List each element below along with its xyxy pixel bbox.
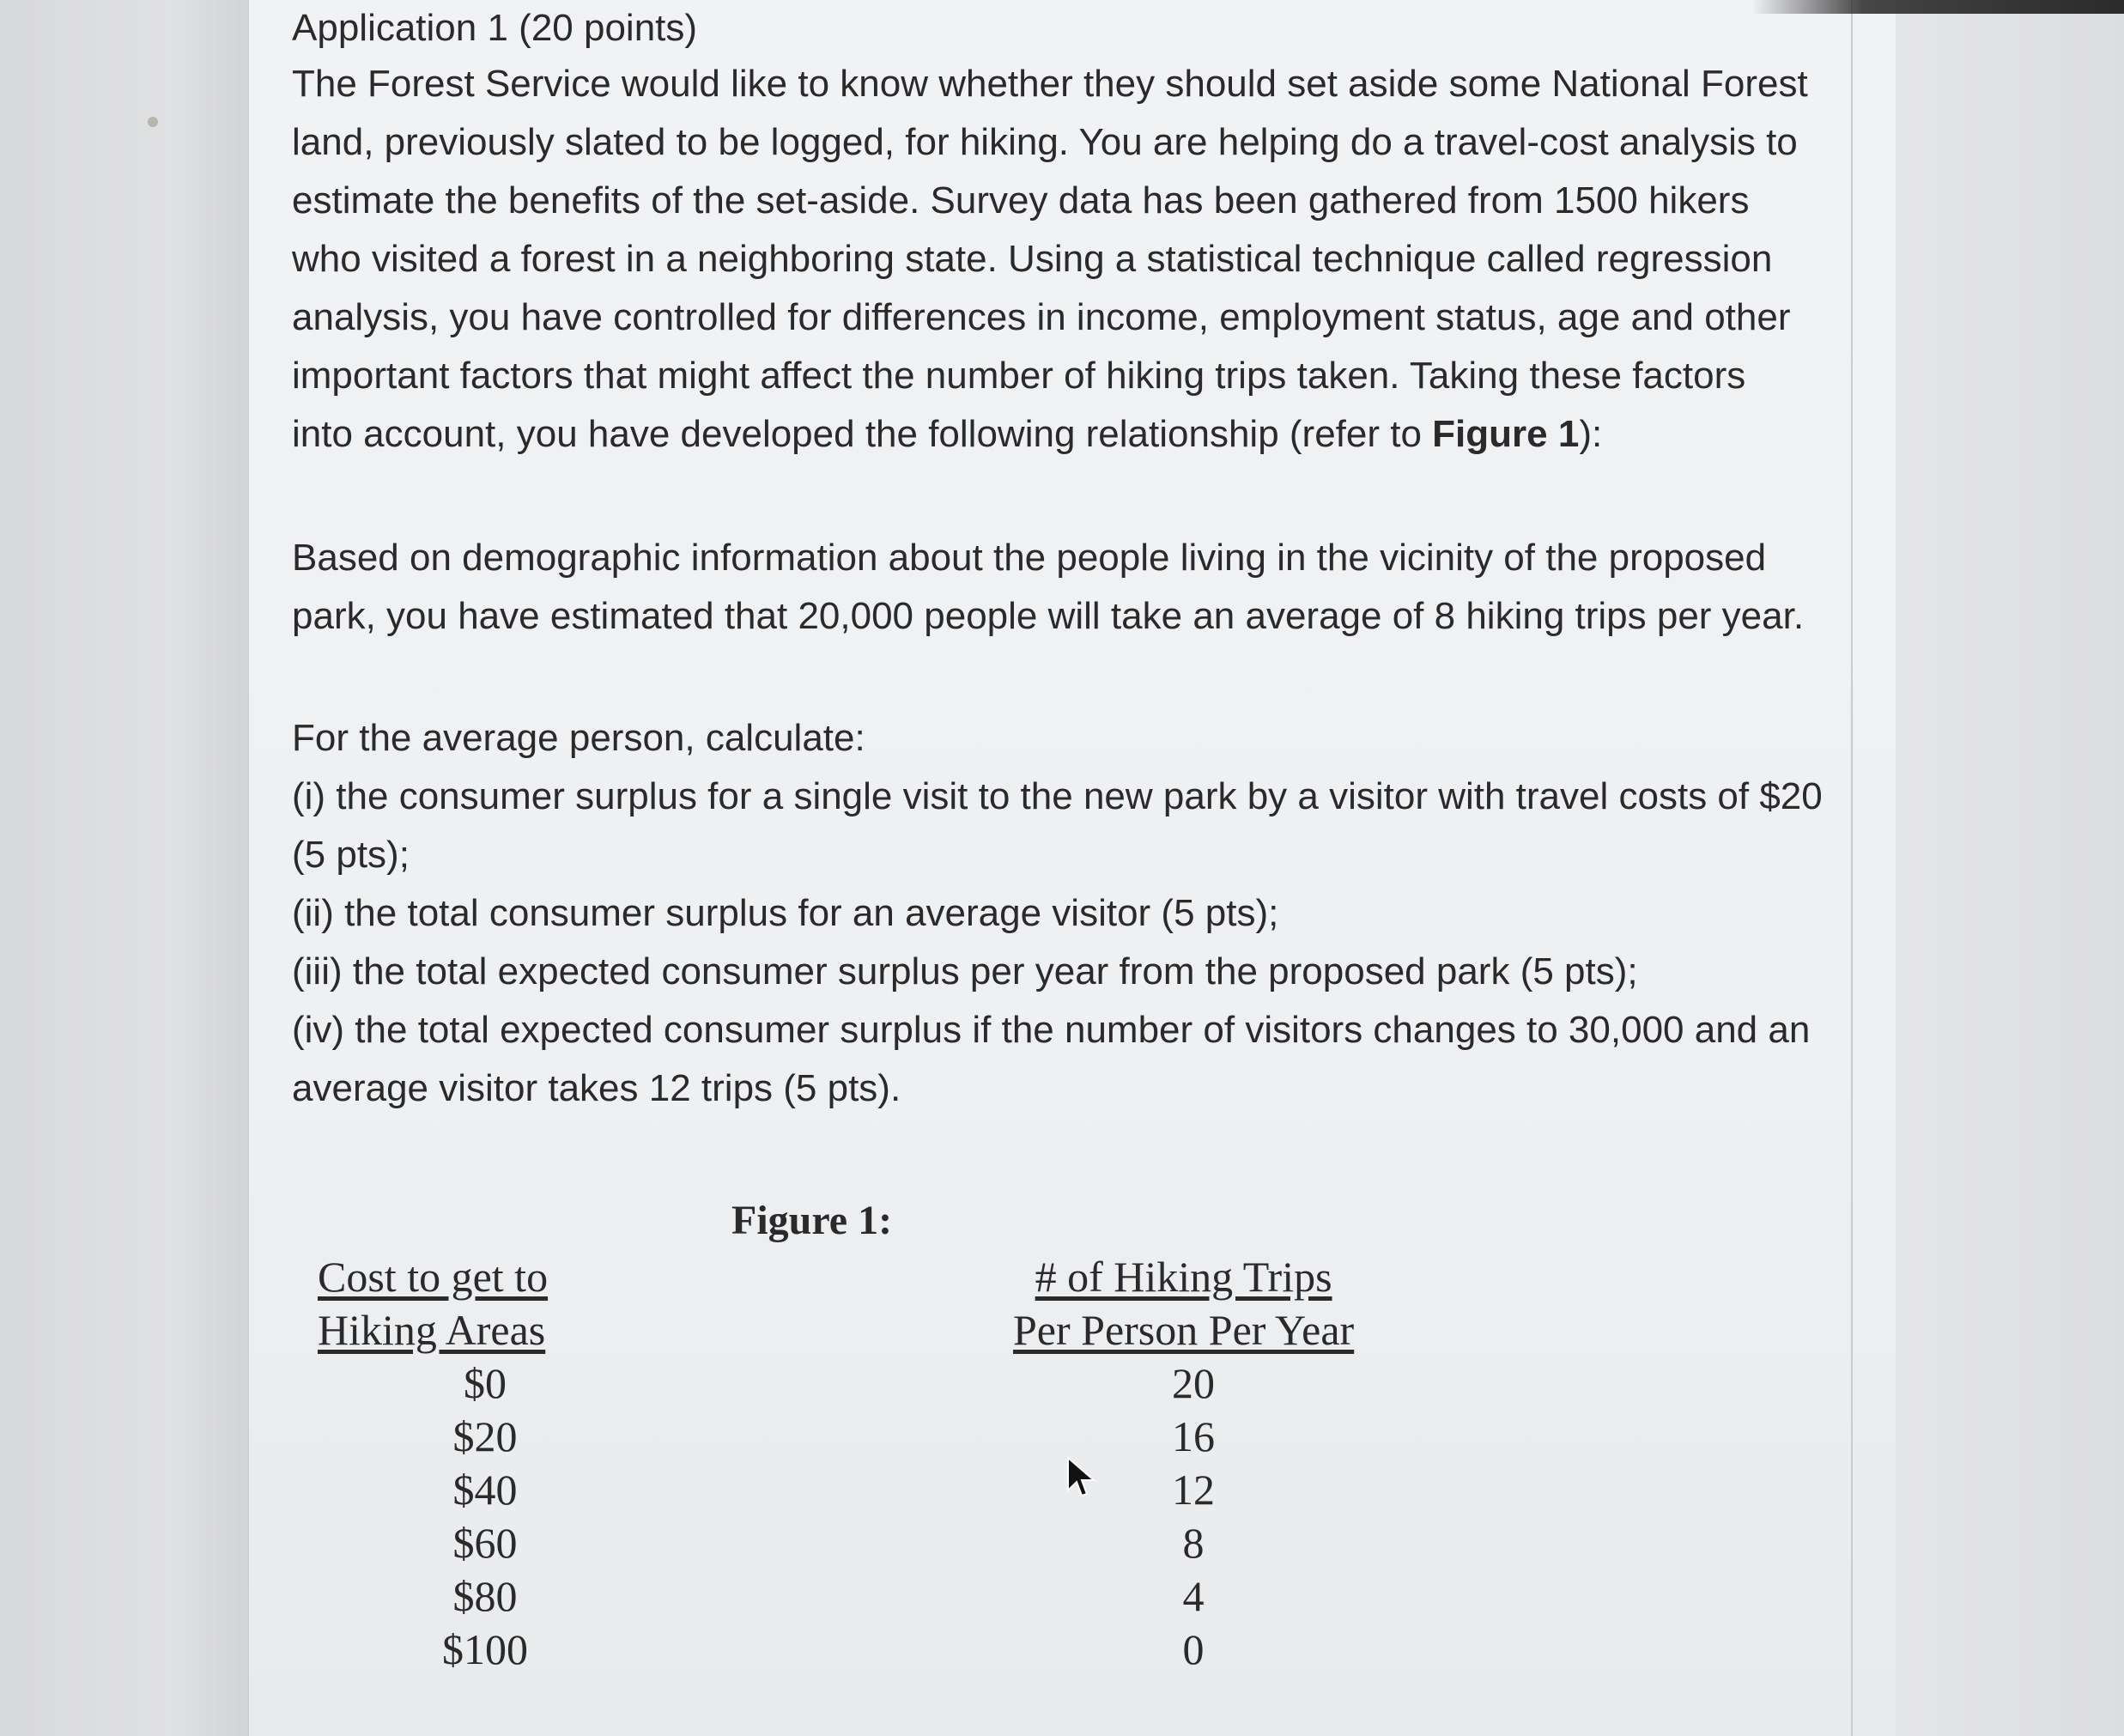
gutter-mark — [148, 117, 158, 127]
intro-paragraph — [292, 55, 1820, 464]
question-item: (i) the consumer surplus for a single visit to the new park by a visitor with travel costs of $20 — [292, 775, 1823, 817]
intro-last-line-suffix: ): — [1579, 413, 1603, 455]
intro-line: who visited a forest in a neighboring state. Using a statistical technique called regression — [292, 238, 1773, 280]
questions-paragraph — [292, 709, 1823, 1118]
cost-values — [429, 1357, 541, 1676]
question-item: average visitor takes 12 trips (5 pts). — [292, 1067, 901, 1109]
trips-values — [1150, 1357, 1236, 1676]
cost-header-line: Cost to get to — [318, 1253, 549, 1301]
intro-last-line-text: into account, you have developed the following relationship (refer to — [292, 413, 1433, 455]
cost-value: $40 — [452, 1466, 518, 1514]
intro-last-line — [292, 405, 1820, 464]
trips-value: 16 — [1172, 1412, 1215, 1460]
trips-value: 8 — [1182, 1519, 1205, 1567]
trips-value: 12 — [1172, 1466, 1215, 1514]
trips-value: 0 — [1182, 1625, 1205, 1673]
question-item: (iii) the total expected consumer surplus per year from the proposed park (5 pts); — [292, 950, 1638, 992]
figure-reference: Figure 1 — [1432, 413, 1580, 455]
question-item: (ii) the total consumer surplus for an average visitor (5 pts); — [292, 892, 1279, 934]
cost-header-line: Hiking Areas — [318, 1306, 546, 1354]
intro-line: analysis, you have controlled for differences in income, employment status, age and other — [292, 296, 1791, 338]
right-margin — [1896, 0, 2124, 1736]
mouse-pointer-icon — [1065, 1456, 1099, 1501]
cost-value: $20 — [452, 1412, 518, 1460]
figure-title: Figure 1: — [731, 1198, 893, 1243]
trips-value: 20 — [1172, 1359, 1215, 1407]
question-item: (5 pts); — [292, 834, 410, 876]
intro-line: land, previously slated to be logged, for hiking. You are helping do a travel-cost analysis to — [292, 121, 1798, 163]
questions-intro: For the average person, calculate: — [292, 717, 865, 759]
trips-value: 4 — [1182, 1572, 1205, 1620]
application-heading: Application 1 (20 points) — [292, 7, 698, 49]
demographic-line: Based on demographic information about the people living in the vicinity of the proposed — [292, 537, 1767, 579]
demographic-paragraph — [292, 529, 1820, 646]
intro-line: The Forest Service would like to know whether they should set aside some National Forest — [292, 63, 1808, 105]
top-edge-shadow — [1751, 0, 2124, 14]
intro-line: important factors that might affect the number of hiking trips taken. Taking these factors — [292, 355, 1746, 397]
cost-value: $80 — [452, 1572, 518, 1620]
demographic-line: park, you have estimated that 20,000 people will take an average of 8 hiking trips per year. — [292, 595, 1805, 637]
cost-value: $0 — [464, 1359, 507, 1407]
trips-column-header — [1013, 1250, 1354, 1357]
trips-header-line: Per Person Per Year — [1013, 1306, 1355, 1354]
cost-value: $100 — [442, 1625, 528, 1673]
trips-header-line: # of Hiking Trips — [1035, 1253, 1332, 1301]
cost-value: $60 — [452, 1519, 518, 1567]
cost-column-header — [318, 1250, 548, 1357]
page-right-border — [1851, 0, 1853, 1736]
question-item: (iv) the total expected consumer surplus if the number of visitors changes to 30,000 and an — [292, 1009, 1811, 1051]
left-gutter — [0, 0, 247, 1736]
intro-line: estimate the benefits of the set-aside. Survey data has been gathered from 1500 hikers — [292, 179, 1750, 222]
